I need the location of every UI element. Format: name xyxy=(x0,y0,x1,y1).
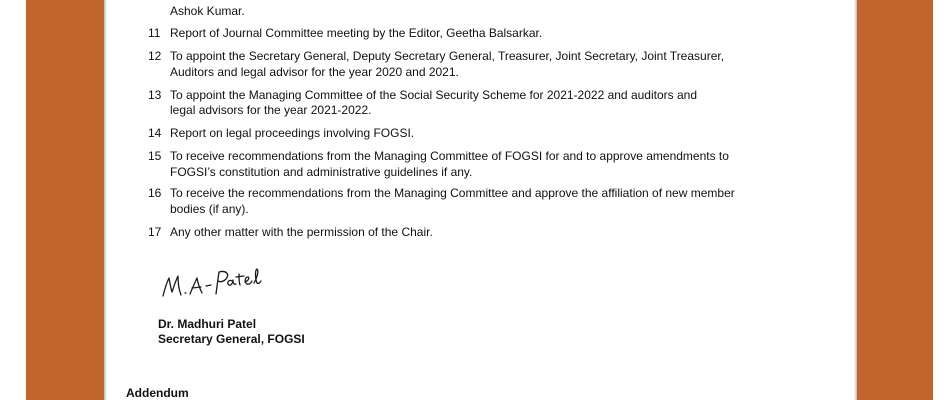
agenda-item-text: FOGSI’s constitution and administrative guidelines if any. xyxy=(170,165,473,179)
addendum-heading: Addendum xyxy=(126,386,189,400)
agenda-item-text: legal advisors for the year 2021-2022. xyxy=(170,103,372,117)
left-border-band xyxy=(26,0,104,400)
agenda-item-text: To receive recommendations from the Managing Committee of FOGSI for and to approve amendments to xyxy=(170,149,729,163)
handwritten-signature xyxy=(160,262,270,306)
page-edge-right xyxy=(854,0,857,400)
agenda-item-text: bodies (if any). xyxy=(170,202,249,216)
agenda-item-number: 15 xyxy=(148,149,162,163)
agenda-item-number: 14 xyxy=(148,126,162,140)
agenda-item-number: 13 xyxy=(148,88,162,102)
agenda-item-text: Auditors and legal advisor for the year 2020 and 2021. xyxy=(170,65,459,79)
agenda-item-text: Report of Journal Committee meeting by the Editor, Geetha Balsarkar. xyxy=(170,26,543,40)
right-border-band xyxy=(857,0,933,400)
agenda-item-number: 12 xyxy=(148,49,162,63)
agenda-item-number: 11 xyxy=(148,26,161,40)
agenda-item-text: To appoint the Managing Committee of the Social Security Scheme for 2021-2022 and auditors and xyxy=(170,88,697,102)
agenda-item-text: Ashok Kumar. xyxy=(170,4,245,18)
signatory-title: Secretary General, FOGSI xyxy=(158,332,305,346)
agenda-item-text: Report on legal proceedings involving FOGSI. xyxy=(170,126,415,140)
signatory-name: Dr. Madhuri Patel xyxy=(158,317,257,331)
agenda-item-number: 16 xyxy=(148,186,162,200)
agenda-item-text: Any other matter with the permission of the Chair. xyxy=(170,225,433,239)
agenda-item-text: To receive the recommendations from the Managing Committee and approve the affiliation of new member xyxy=(170,186,735,200)
page-edge-left xyxy=(104,0,107,400)
agenda-item-number: 17 xyxy=(148,225,162,239)
agenda-item-text: To appoint the Secretary General, Deputy Secretary General, Treasurer, Joint Secretary, Joint Treasurer, xyxy=(170,49,725,63)
